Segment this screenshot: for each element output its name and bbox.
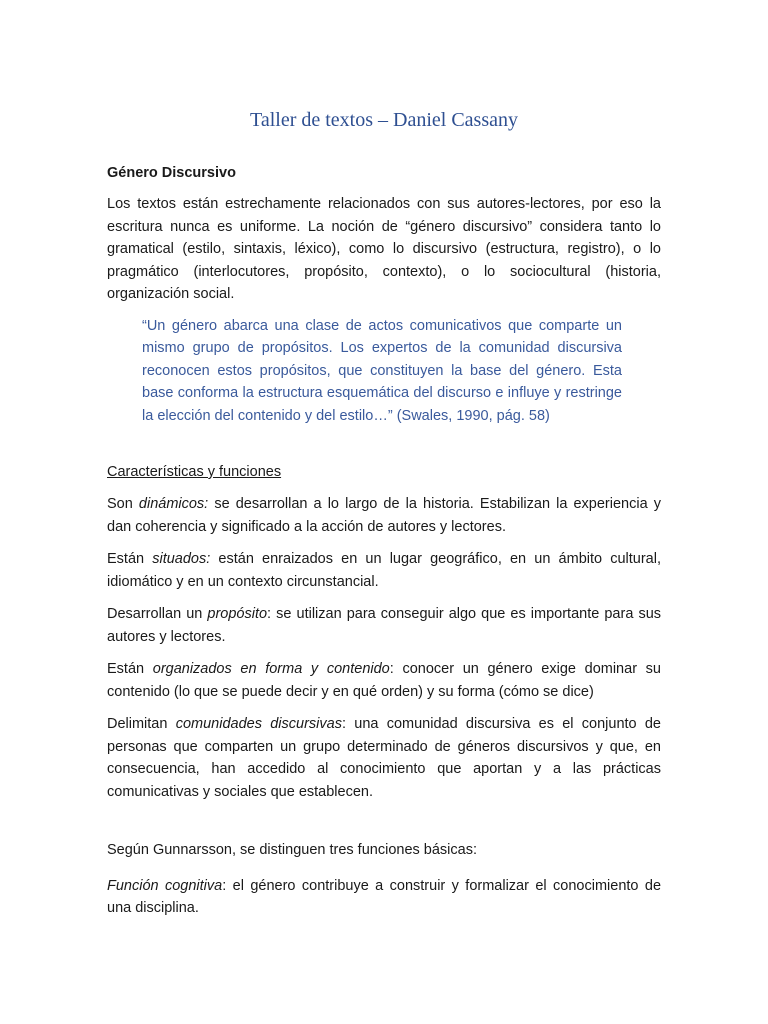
- characteristic-item: [107, 493, 661, 538]
- section-heading: Género Discursivo: [107, 165, 236, 181]
- characteristic-item: [107, 603, 661, 648]
- item-term: propósito: [207, 606, 268, 622]
- functions-intro: Según Gunnarsson, se distinguen tres funciones básicas:: [107, 842, 477, 858]
- function-text: : el género contribuye a construir y formalizar el conocimiento de una disciplina.: [107, 877, 662, 916]
- item-term: comunidades discursivas: [175, 716, 342, 732]
- function-item: [107, 875, 661, 920]
- document-body: [107, 106, 661, 920]
- block-quote: “Un género abarca una clase de actos comunicativos que comparte un mismo grupo de propósitos. Los expertos de la comunidad discursiva reconocen estos propósitos, que constituyen la base del género. Esta base conforma la estructura esquemática del discurso e influye y restringe la elección del contenido y del estilo…” (Swales, 1990, pág. 58): [142, 317, 622, 424]
- intro-paragraph: Los textos están estrechamente relacionados con sus autores-lectores, por eso la escritura nunca es uniforme. La noción de “género discursivo” considera tanto lo gramatical (estilo, sintaxis, léxico), como lo discursivo (estructura, registro), o lo pragmático (interlocutores, propósito, contexto), o lo sociocultural (historia, organización social.: [107, 196, 661, 302]
- item-term: dinámicos:: [138, 496, 209, 512]
- item-text: : conocer un género exige dominar su contenido (lo que se puede decir y en qué orden) y su forma (cómo se dice): [107, 661, 661, 700]
- characteristic-item: [107, 548, 661, 593]
- characteristic-item: [107, 658, 661, 703]
- characteristics-heading: Características y funciones: [107, 464, 282, 480]
- item-prefix: Delimitan: [107, 716, 176, 732]
- item-text: están enraizados en un lugar geográfico, en un ámbito cultural, idiomático y en un contexto circunstancial.: [107, 551, 662, 590]
- item-prefix: Están: [107, 661, 153, 677]
- item-text: se desarrollan a lo largo de la historia. Estabilizan la experiencia y dan coherencia y significado a la acción de autores y lectores.: [107, 496, 661, 535]
- item-term: situados:: [152, 551, 211, 567]
- document-title: Taller de textos – Daniel Cassany: [250, 109, 518, 131]
- item-term: organizados en forma y contenido: [152, 661, 390, 677]
- item-prefix: Son: [107, 496, 139, 512]
- function-term: Función cognitiva: [107, 877, 223, 894]
- characteristic-item: [107, 713, 661, 803]
- item-prefix: Desarrollan un: [107, 606, 208, 622]
- item-text: : se utilizan para conseguir algo que es importante para sus autores y lectores.: [107, 606, 662, 645]
- item-prefix: Están: [107, 551, 153, 567]
- item-text: : una comunidad discursiva es el conjunto de personas que comparten un grupo determinado de géneros discursivos y que, en consecuencia, han accedido al conocimiento que aportan y a las prácticas comunicativas y sociales que establecen.: [107, 716, 662, 800]
